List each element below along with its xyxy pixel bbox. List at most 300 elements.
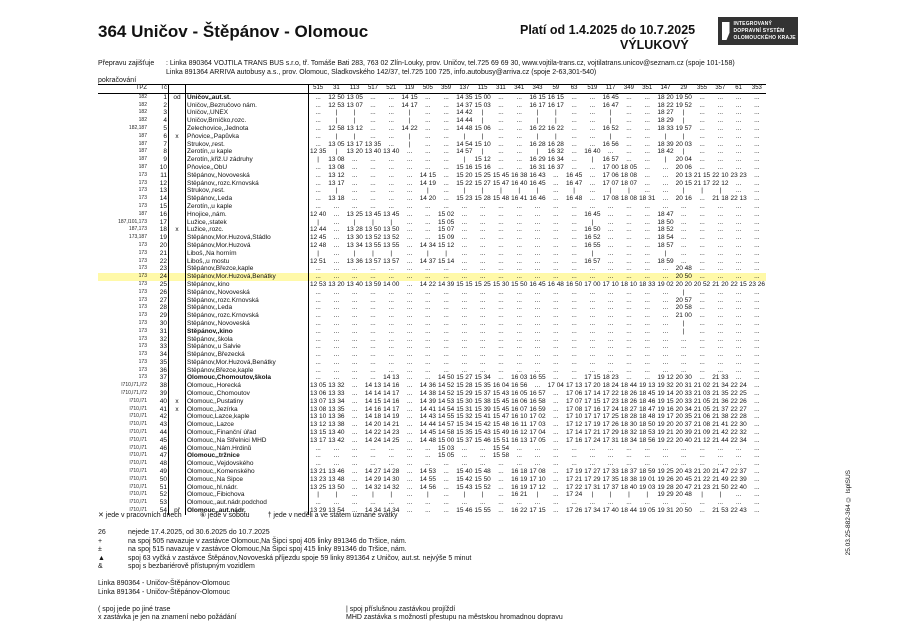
departure-time: 21 20: [693, 468, 711, 476]
departure-time: |: [664, 156, 667, 164]
departure-time: ...: [699, 163, 705, 171]
tariff-zone: 173: [138, 280, 147, 287]
departure-time: ...: [498, 468, 504, 476]
departure-time: ...: [351, 351, 358, 359]
departure-time: ...: [644, 351, 650, 359]
departure-time: 15 39: [474, 405, 491, 413]
departure-time: ...: [498, 124, 504, 132]
departure-time: ...: [534, 343, 541, 351]
stop-number: 53: [148, 499, 169, 507]
departure-time: ...: [474, 273, 492, 281]
departure-time: ...: [388, 265, 394, 273]
departure-time: ...: [754, 156, 760, 164]
departure-time: ...: [735, 249, 742, 257]
departure-time: ...: [644, 226, 650, 234]
departure-time: |: [353, 132, 356, 140]
departure-time: ...: [351, 468, 358, 476]
departure-time: |: [554, 117, 557, 125]
departure-time: ...: [516, 304, 522, 312]
departure-time: ...: [498, 288, 504, 296]
departure-time: ...: [735, 304, 742, 312]
timetable-header: [98, 85, 766, 94]
departure-time: ...: [406, 202, 413, 210]
departure-time: |: [609, 109, 612, 117]
departure-time: ...: [534, 257, 541, 265]
departure-time: |: [609, 491, 612, 499]
departure-time: 13 05: [328, 140, 345, 148]
departure-time: ...: [351, 312, 358, 320]
trip-number: 519: [583, 85, 601, 94]
departure-time: ...: [607, 452, 614, 460]
stop-name: Olomouc,,Komenského: [186, 468, 309, 476]
departure-time: 17 00: [602, 163, 619, 171]
stop-symbol: x: [169, 133, 186, 141]
departure-time: ...: [351, 444, 358, 452]
departure-time: ...: [735, 351, 742, 359]
departure-time: ...: [333, 312, 340, 320]
departure-time: 16 17: [529, 101, 546, 109]
departure-time: 16 13: [511, 436, 528, 444]
departure-time: ...: [662, 163, 669, 171]
departure-time: ...: [534, 327, 541, 335]
departure-time: 13 52: [383, 234, 400, 242]
departure-time: 21 41: [712, 421, 729, 429]
departure-time: ...: [351, 413, 358, 421]
legend-note: + na spoj 505 navazuje v zastávce Olomouc,Na Šipci spoj 405 linky 891346 do Tršice, nám.: [98, 537, 407, 545]
stop-number: 21: [148, 250, 169, 258]
stop-symbol: [169, 421, 186, 429]
table-row: [98, 195, 766, 203]
departure-time: ...: [315, 288, 321, 296]
departure-time: 15 41: [474, 413, 491, 421]
table-row: [98, 258, 766, 266]
departure-time: ...: [644, 257, 650, 265]
departure-time: 17 12: [565, 421, 583, 429]
departure-time: 13 15: [310, 429, 327, 437]
stop-symbol: [169, 156, 186, 164]
departure-time: ...: [388, 93, 394, 101]
departure-time: ...: [443, 195, 449, 203]
departure-time: ...: [443, 187, 449, 195]
departure-time: ...: [644, 101, 650, 109]
departure-time: ...: [498, 507, 504, 515]
departure-time: |: [335, 117, 338, 125]
departure-time: 18 27: [620, 405, 638, 413]
departure-time: ...: [443, 483, 449, 491]
departure-time: ...: [333, 351, 340, 359]
departure-time: 19 31: [657, 507, 674, 515]
departure-time: ...: [315, 460, 321, 468]
departure-time: ...: [534, 444, 541, 452]
departure-time: ...: [406, 397, 413, 405]
ids-logo-text: INTEGROVANÝ DOPRAVNÍ SYSTÉM OLOMOUCKÉHO KRAJE: [733, 20, 796, 41]
departure-time: 17 13: [565, 382, 583, 390]
departure-time: ...: [498, 101, 504, 109]
departure-time: ...: [498, 156, 504, 164]
departure-time: ...: [461, 319, 468, 327]
departure-time: 14 32: [364, 483, 382, 491]
departure-time: ...: [425, 93, 431, 101]
stop-number: 38: [148, 382, 169, 390]
departure-time: 18 56: [639, 436, 656, 444]
stop-name: Hnojice,,nám.: [186, 211, 309, 219]
departure-time: ...: [498, 319, 504, 327]
stop-name: Štěpánov,Březce,kaple: [186, 265, 309, 273]
departure-time: 23 23: [730, 171, 747, 179]
departure-time: 18 52: [657, 226, 674, 234]
stop-name: Liboš,,Na horním: [186, 250, 309, 258]
stop-number: 5: [148, 125, 169, 133]
tariff-zone: 173: [138, 257, 147, 264]
departure-time: 16 22: [547, 124, 564, 132]
departure-time: 22 12: [712, 179, 729, 187]
stop-number: 43: [148, 421, 169, 429]
departure-time: ...: [388, 452, 394, 460]
table-row: [98, 102, 766, 110]
departure-time: 15 02: [437, 210, 455, 218]
departure-time: ...: [553, 296, 559, 304]
departure-time: ...: [534, 210, 541, 218]
departure-time: ...: [626, 249, 632, 257]
departure-time: ...: [479, 358, 486, 366]
departure-time: |: [353, 117, 356, 125]
departure-time: ...: [364, 273, 382, 281]
departure-time: ...: [315, 179, 321, 187]
departure-time: ...: [553, 327, 559, 335]
departure-time: 15 25: [474, 171, 491, 179]
departure-time: ...: [425, 296, 431, 304]
departure-time: ...: [315, 335, 321, 343]
departure-time: ...: [626, 351, 632, 359]
departure-time: ...: [553, 265, 559, 273]
departure-time: 15 48: [492, 195, 510, 203]
departure-time: 18 46: [639, 397, 656, 405]
departure-time: ...: [443, 460, 449, 468]
table-row: [98, 413, 766, 421]
departure-time: |: [372, 218, 374, 226]
departure-time: 15 51: [492, 436, 510, 444]
departure-time: ...: [333, 257, 340, 265]
departure-time: ...: [662, 444, 669, 452]
departure-time: ...: [681, 234, 687, 242]
departure-time: ...: [681, 226, 687, 234]
tariff-zone: 173: [138, 195, 147, 202]
departure-time: ...: [534, 499, 541, 507]
departure-time: ...: [333, 499, 340, 507]
departure-time: ...: [425, 117, 431, 125]
departure-time: 14 53: [437, 397, 455, 405]
stop-name: Uničov,,UNEX: [186, 109, 309, 117]
table-row: [98, 156, 766, 164]
departure-time: ...: [699, 343, 705, 351]
departure-time: 20 39: [675, 429, 692, 437]
stop-name: Štěpánov,,kino: [186, 328, 309, 336]
departure-time: 20 37: [675, 421, 692, 429]
departure-time: ...: [333, 210, 340, 218]
trip-number: 343: [528, 85, 546, 94]
departure-time: ...: [351, 195, 358, 203]
table-row: [98, 382, 766, 390]
departure-time: ...: [479, 234, 486, 242]
departure-time: ...: [315, 195, 321, 203]
legend-note-symbol: &: [98, 563, 103, 570]
departure-time: 21 22: [693, 475, 711, 483]
departure-time: ...: [351, 483, 358, 491]
departure-time: ...: [534, 226, 541, 234]
departure-time: ...: [425, 210, 431, 218]
departure-time: |: [609, 117, 612, 125]
departure-time: ...: [607, 226, 614, 234]
departure-time: ...: [479, 296, 486, 304]
tariff-zone: l710,l71: [129, 460, 147, 467]
departure-time: 13 36: [328, 413, 345, 421]
departure-time: ...: [498, 327, 504, 335]
departure-time: ...: [443, 312, 449, 320]
tariff-zone: 187,173: [128, 226, 147, 233]
departure-time: ...: [589, 117, 596, 125]
table-row: [98, 164, 766, 172]
departure-time: 18 53: [639, 429, 656, 437]
departure-time: 19 22: [657, 436, 674, 444]
departure-time: ...: [516, 210, 522, 218]
departure-time: ...: [351, 397, 358, 405]
departure-time: 16 46: [529, 195, 546, 203]
departure-time: ...: [351, 304, 358, 312]
trip-number: 113: [346, 85, 364, 94]
departure-time: 18 50: [657, 218, 674, 226]
departure-time: ...: [406, 335, 413, 343]
departure-time: ...: [754, 421, 760, 429]
stop-name: Liboš,,u mostu: [186, 258, 309, 266]
departure-time: 14 54: [437, 405, 455, 413]
stop-number: 36: [148, 367, 169, 375]
departure-time: 17 24: [584, 436, 601, 444]
departure-time: ...: [406, 436, 413, 444]
departure-time: ...: [754, 218, 760, 226]
departure-time: 16 04: [492, 382, 510, 390]
departure-time: ...: [699, 234, 705, 242]
table-row: [98, 250, 766, 258]
departure-time: 13 20: [346, 148, 363, 156]
departure-time: 17 04: [547, 382, 564, 390]
departure-time: ...: [662, 171, 669, 179]
stop-symbol: [169, 491, 186, 499]
departure-time: 21 38: [712, 413, 729, 421]
stop-number: 25: [148, 281, 169, 289]
departure-time: ...: [699, 499, 705, 507]
departure-time: 17 00: [584, 280, 601, 288]
departure-time: ...: [644, 241, 650, 249]
departure-time: 19 02: [657, 280, 674, 288]
departure-time: ...: [461, 366, 468, 374]
legend-item: ⑥ jede v sobotu: [199, 512, 250, 519]
stop-name: Olomouc,,aut.nádr.podchod: [186, 499, 309, 507]
departure-time: ...: [717, 117, 724, 125]
departure-time: 17 10: [529, 475, 546, 483]
departure-time: ...: [681, 351, 687, 359]
legend-days: [98, 512, 576, 521]
status-label: VÝLUKOVÝ: [620, 38, 689, 52]
table-row: [98, 499, 766, 507]
departure-time: 14 16: [383, 397, 400, 405]
departure-time: ...: [333, 319, 340, 327]
departure-time: ...: [534, 288, 541, 296]
departure-time: ...: [735, 460, 742, 468]
departure-time: 19 14: [657, 390, 674, 398]
departure-time: 18 33: [657, 124, 674, 132]
departure-time: ...: [571, 109, 577, 117]
departure-time: 14 20: [364, 421, 382, 429]
departure-time: ...: [626, 93, 632, 101]
departure-time: ...: [735, 156, 742, 164]
departure-time: ...: [626, 265, 632, 273]
departure-time: 14 56: [419, 483, 436, 491]
stop-name: Pňovice,,ObÚ: [186, 164, 309, 172]
departure-time: 14 38: [419, 390, 436, 398]
stop-symbol: od: [169, 93, 186, 101]
departure-time: ...: [461, 296, 468, 304]
departure-time: 14 52: [437, 390, 455, 398]
departure-time: ...: [644, 499, 650, 507]
departure-time: 15 29: [456, 390, 473, 398]
departure-time: ...: [662, 296, 669, 304]
departure-time: ...: [315, 171, 321, 179]
departure-time: ...: [717, 304, 724, 312]
departure-time: ...: [351, 156, 358, 164]
stop-name: Štěpánov,,Leda: [186, 304, 309, 312]
departure-time: ...: [351, 436, 358, 444]
departure-time: ...: [571, 202, 577, 210]
departure-time: ...: [443, 156, 449, 164]
departure-time: ...: [425, 351, 431, 359]
departure-time: 15 27: [456, 374, 473, 382]
departure-time: 15 05: [437, 218, 455, 226]
departure-time: 15 16: [456, 163, 473, 171]
stop-number: 29: [148, 312, 169, 320]
departure-time: ...: [699, 335, 705, 343]
stop-number: 10: [148, 164, 169, 172]
departure-time: ...: [388, 156, 394, 164]
stop-symbol: [169, 312, 186, 320]
departure-time: 12 51: [310, 257, 327, 265]
departure-time: 19 05: [639, 507, 656, 515]
departure-time: 16 52: [584, 234, 601, 242]
stop-symbol: x: [169, 398, 186, 406]
departure-time: ...: [346, 273, 364, 281]
departure-time: 18 50: [639, 421, 656, 429]
departure-time: ...: [644, 304, 650, 312]
departure-time: ...: [754, 132, 760, 140]
departure-time: ...: [626, 444, 632, 452]
table-row: [98, 289, 766, 297]
departure-time: ...: [717, 234, 724, 242]
departure-time: ...: [425, 499, 431, 507]
departure-time: ...: [717, 148, 724, 156]
departure-time: 18 24: [602, 382, 619, 390]
departure-time: |: [463, 187, 466, 195]
departure-time: 14 22: [364, 429, 382, 437]
departure-time: ...: [510, 273, 528, 281]
departure-time: ...: [479, 249, 486, 257]
tariff-zone: 187: [138, 156, 147, 163]
departure-time: ...: [571, 351, 577, 359]
departure-time: ...: [498, 93, 504, 101]
departure-time: ...: [351, 171, 358, 179]
stop-number: 46: [148, 445, 169, 453]
stop-number: 19: [148, 234, 169, 242]
departure-time: ...: [498, 210, 504, 218]
departure-time: ...: [443, 140, 449, 148]
departure-time: 14 57: [437, 421, 455, 429]
departure-time: 16 07: [511, 405, 528, 413]
table-row: [98, 234, 766, 242]
departure-time: 19 32: [657, 382, 674, 390]
departure-time: |: [646, 491, 649, 499]
departure-time: 22 26: [730, 397, 747, 405]
departure-time: ...: [443, 124, 449, 132]
departure-time: ...: [735, 101, 742, 109]
stop-symbol: [169, 374, 186, 382]
departure-time: 21 05: [693, 397, 711, 405]
departure-time: 17 22: [602, 390, 619, 398]
departure-time: ...: [729, 273, 747, 281]
departure-time: ...: [443, 288, 449, 296]
stop-number: 20: [148, 242, 169, 250]
departure-time: 16 45: [529, 280, 546, 288]
stop-symbol: [169, 141, 186, 149]
departure-time: ...: [644, 163, 650, 171]
tariff-zone: l710,l71: [129, 468, 147, 475]
departure-time: ...: [333, 249, 340, 257]
departure-time: 22 39: [730, 475, 747, 483]
departure-time: ...: [351, 382, 358, 390]
departure-time: 17 15: [584, 374, 601, 382]
departure-time: ...: [553, 460, 559, 468]
departure-time: |: [426, 187, 429, 195]
departure-time: ...: [351, 319, 358, 327]
departure-time: ...: [754, 374, 760, 382]
stop-name: Žerotín,,u kaple: [186, 203, 309, 211]
departure-time: 14 58: [437, 429, 455, 437]
departure-time: |: [591, 218, 594, 226]
departure-time: ...: [406, 491, 413, 499]
departure-time: ...: [534, 366, 541, 374]
departure-time: 16 50: [584, 226, 601, 234]
departure-time: 16 41: [511, 195, 528, 203]
departure-time: ...: [315, 93, 321, 101]
departure-time: ...: [754, 265, 760, 273]
departure-time: ...: [461, 288, 468, 296]
departure-time: 16 47: [602, 101, 619, 109]
tariff-zone: 173: [138, 358, 147, 365]
departure-time: 16 10: [511, 413, 528, 421]
departure-time: ...: [553, 444, 559, 452]
departure-time: ...: [406, 429, 413, 437]
side-code: 25.03.25-882-364 © IsplSUS: [845, 470, 852, 556]
stop-number: 15: [148, 203, 169, 211]
departure-time: ...: [754, 444, 760, 452]
stop-name: Olomouc,,Lazce: [186, 421, 309, 429]
table-row: [98, 421, 766, 429]
departure-time: ...: [516, 148, 522, 156]
departure-time: 21 34: [712, 382, 729, 390]
departure-time: ...: [754, 148, 760, 156]
departure-time: 14 00: [383, 280, 400, 288]
departure-time: ...: [589, 124, 596, 132]
departure-time: 17 29: [584, 475, 601, 483]
departure-time: ...: [717, 218, 724, 226]
table-row: [98, 273, 766, 281]
